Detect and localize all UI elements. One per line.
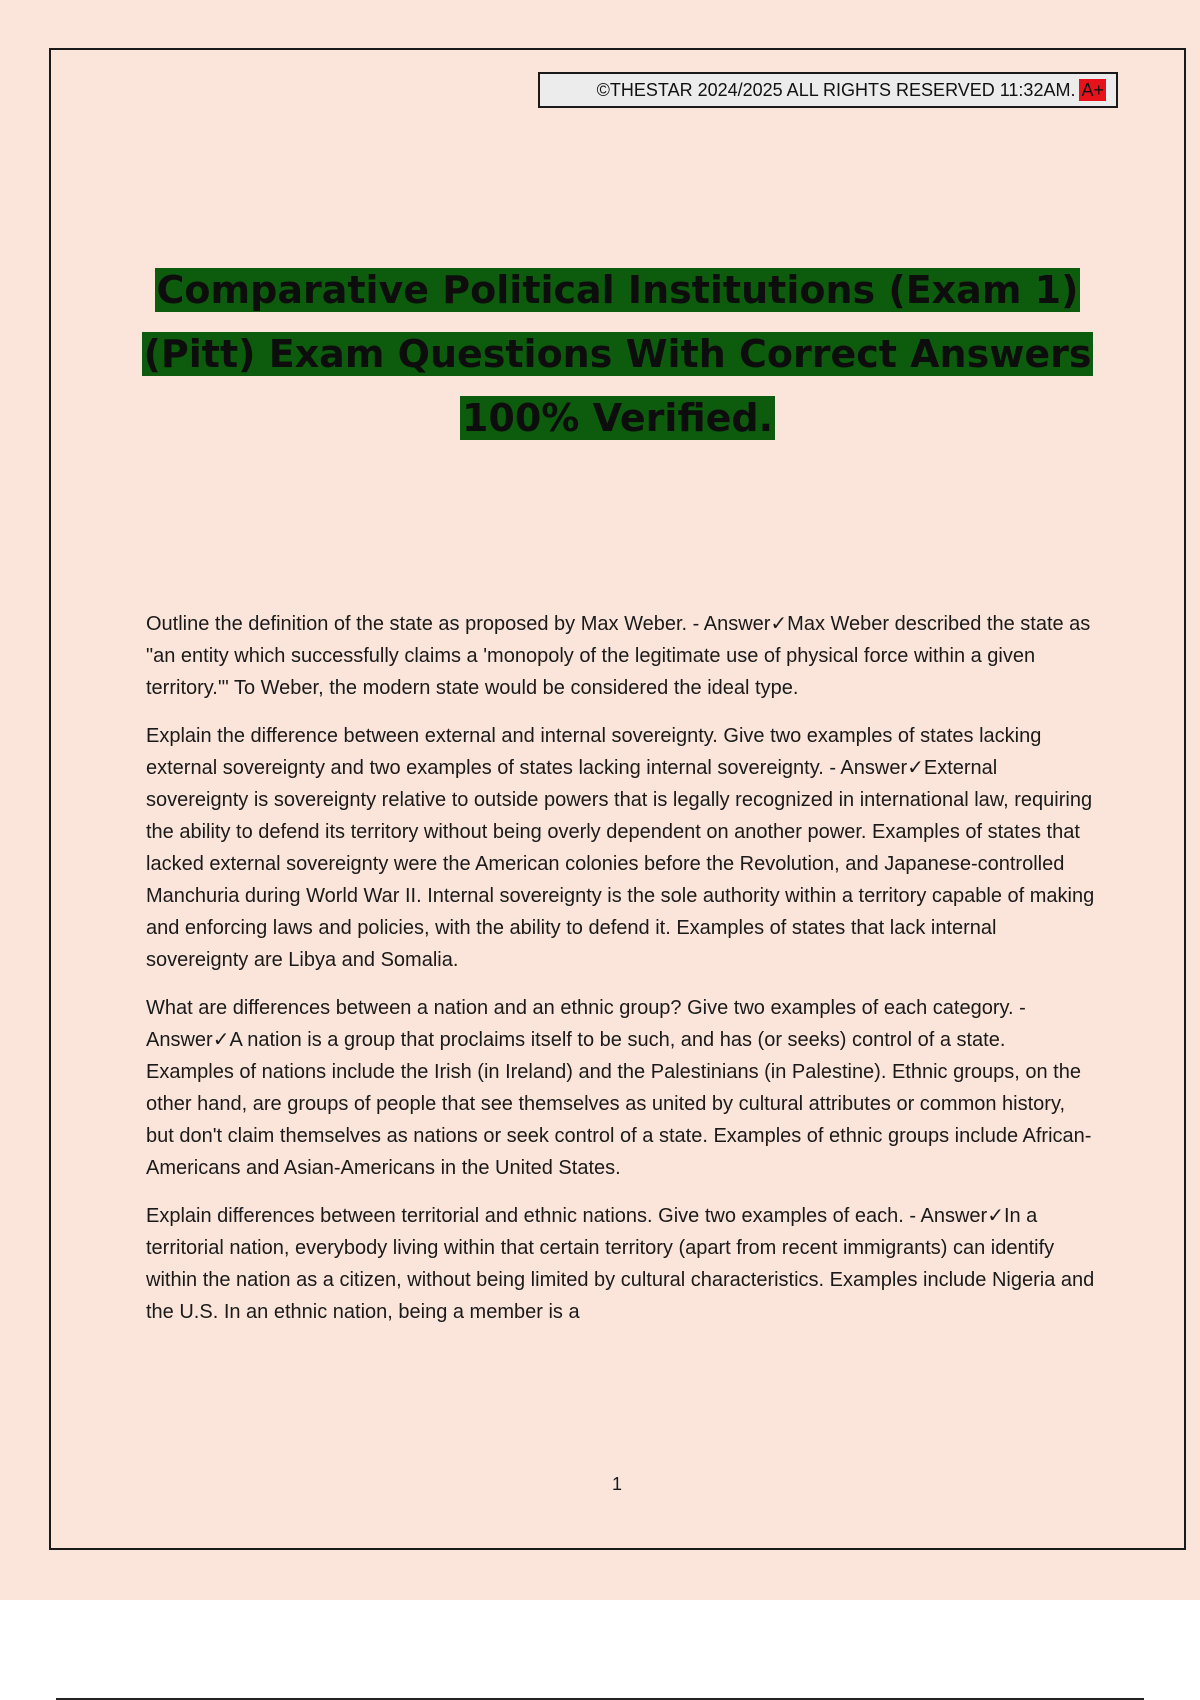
- qa-content: [146, 608, 1096, 1344]
- qa-item: Explain differences between territorial and ethnic nations. Give two examples of each. - Answer✓In a territorial nation, everybody living within that certain territory (apart from recent immigrants) can identify within the nation as a citizen, without being limited by cultural characteristics. Examples include Nigeria and the U.S. In an ethnic nation, being a member is a: [146, 1205, 1095, 1323]
- title-line-1: Comparative Political Institutions (Exam 1): [156, 268, 1079, 312]
- title-line-3: 100% Verified.: [461, 396, 774, 440]
- copyright-text: ©THESTAR 2024/2025 ALL RIGHTS RESERVED 11:32AM.: [596, 79, 1076, 100]
- page-number: 1: [611, 1474, 622, 1494]
- qa-item: Outline the definition of the state as proposed by Max Weber. - Answer✓Max Weber described the state as "an entity which successfully claims a 'monopoly of the legitimate use of physical force within a given territory.'" To Weber, the modern state would be considered the ideal type.: [146, 613, 1091, 699]
- qa-item: Explain the difference between external and internal sovereignty. Give two examples of states lacking external sovereignty and two examples of states lacking internal sovereignty. - Answer✓External sovereignty is sovereignty relative to outside powers that is legally recognized in international law, requiring the ability to defend its territory without being overly dependent on another power. Examples of states that lacked external sovereignty were the American colonies before the Revolution, and Japanese-controlled Manchuria during World War II. Internal sovereignty is the sole authority within a territory capable of making and enforcing laws and policies, with the ability to defend it. Examples of states that lack internal sovereignty are Libya and Somalia.: [146, 725, 1095, 971]
- qa-item: What are differences between a nation and an ethnic group? Give two examples of each category. - Answer✓A nation is a group that proclaims itself to be such, and has (or seeks) control of a state. Examples of nations include the Irish (in Ireland) and the Palestinians (in Palestine). Ethnic groups, on the other hand, are groups of people that see themselves as united by cultural attributes or common history, but don't claim themselves as nations or seek control of a state. Examples of ethnic groups include African-Americans and Asian-Americans in the United States.: [146, 997, 1092, 1179]
- title-line-2: (Pitt) Exam Questions With Correct Answers: [143, 332, 1092, 376]
- copyright-header: [538, 72, 1118, 108]
- document-title: [140, 258, 1095, 450]
- grade-badge: A+: [1081, 80, 1104, 100]
